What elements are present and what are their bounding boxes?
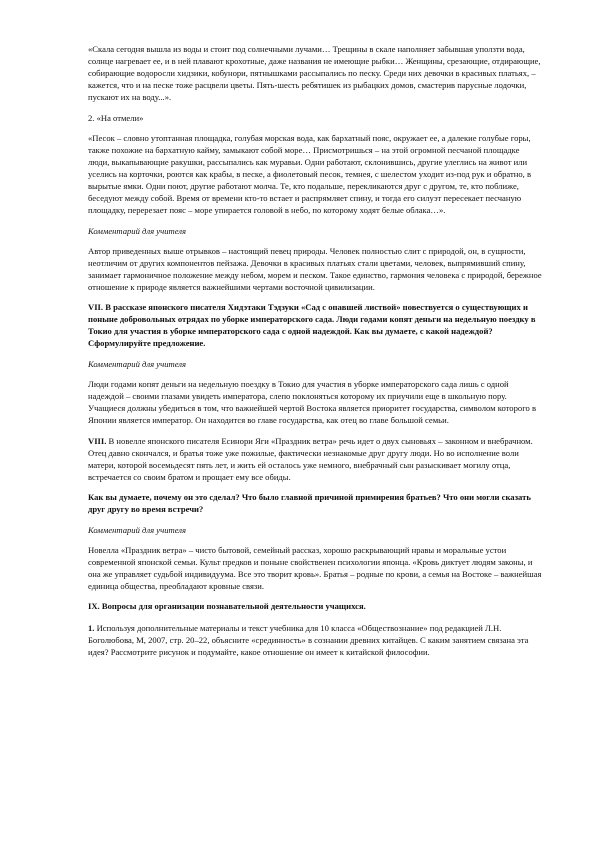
teacher-comment-label: Комментарий для учителя <box>88 225 187 236</box>
question-1-paragraph <box>88 622 542 658</box>
question-1-text: Используя дополнительные материалы и текст учебника для 10 класса «Обществознание» под редакцией Л.Н. Боголюбова, М, 2007, стр. 20–22, объясните «срединность» в сознании древних китайцев. С каким занятием связана эта идея? Рассмотрите рисунок и подумайте, какое отношение он имеет к китайской философии. <box>88 623 529 658</box>
comment-paragraph-emperor: Люди годами копят деньги на недельную поездку в Токио для участия в уборке императорского сада лишь с одной надеждой – своими глазами увидеть императора, слепо поклоняться которому их приучили еще в школьную пору. Учащиеся должны убедиться в том, что важнейшей чертой Востока является приоритет государства, символом которого в Японии является император. Он находится во главе государства, как отец во главе большой семьи. <box>88 379 537 426</box>
comment-paragraph-family: Новелла «Праздник ветра» – чисто бытовой, семейный рассказ, хорошо раскрывающий нравы и моральные устои современной японской семьи. Культ предков и поныне свойственен психологии японца. «Кровь диктует людям законы, и она же управляет судьбой индивидуума. Все это творит кровь». Братья – родные по крови, а семья на Востоке – важнейшая единица общества, преобладают кровные связи. <box>88 544 542 591</box>
task-viii-number: VIII. <box>88 435 107 446</box>
task-viii-text: В новелле японского писателя Есинори Яги «Праздник ветра» речь идет о двух сыновьях – законном и внебрачном. Отец давно скончался, и братья тоже уже пожилые, фактически незнакомые друг другу люди. Но во исполнение воли матери, которой восемьдесят пять лет, и жить ей осталось уже немного, внебрачный сын разыскивает могилу отца, встречается со своим братом и прощает ему все обиды. <box>88 435 533 482</box>
task-viii-paragraph <box>88 435 542 483</box>
quote-sand-paragraph: «Песок – словно утоптанная площадка, голубая морская вода, как бархатный пояс, окружает ее, а далекие голубые горы, также похожие на бархатную кайму, замыкают собой море… Присмотришься – на этой огромной песчаной площадке люди, выкапывающие ракушки, рассыпались как муравьи. Одни работают, склонившись, другие улеглись на живот или уселись на корточки, роются как крабы, в песке, а фиолетовый песок, темнея, с шелестом уходит из-под рук и обратно, в вырытые ямки. Одни поют, другие работают молча. Те, кто подальше, перекликаются друг с другом, те, кто поближе, беседуют между собой. Время от времени кто-то встает и распрямляет спину, и тогда его силуэт пересекает песчаную площадку, перерезает пояс – море упирается головой в небо, по которому ходят белые облака…». <box>88 132 532 216</box>
comment-paragraph-nature: Автор приведенных выше отрывков – настоящий певец природы. Человек полностью слит с природой, он, в сущности, неотличим от других компонентов пейзажа. Девочки в красивых платьях стали цветами, человек, выпрямивший спину, занимает гармоничное положение между небом, морем и песком. Такое единство, гармония человека с природой, бережное отношение к природе является важнейшими чертами восточной цивилизации. <box>88 245 542 292</box>
task-viii-question: Как вы думаете, почему он это сделал? Что было главной причиной примирения братьев? Что они могли сказать друг другу во время встречи? <box>88 492 531 515</box>
task-vii-paragraph: VII. В рассказе японского писателя Хидэтаки Тэдзуки «Сад с опавшей листвой» повествуется о существующих и поныне добровольных отрядах по уборке императорского сада. Люди годами копят деньги на недельную поездку в Токио для участия в уборке императорского сада с одной надеждой. Как вы думаете, с какой надеждой? Сформулируйте предложение. <box>88 302 536 349</box>
question-1-number: 1. <box>88 623 95 634</box>
quote-rock-paragraph: «Скала сегодня вышла из воды и стоит под солнечными лучами… Трещины в скале наполняет забывшая уползти вода, солнце нагревает ее, и в ней плавают крохотные, даже названия не имеющие рыбки… Женщины, срезающие, отдирающие, собирающие водоросли хидзики, кобунори, пятнышками рассыпались по песку. Среди них девочки в красивых платьях, – кажется, что и на песке тоже расцвели цветы. Пять-шесть ребятишек из рыбацких домов, смастерив парусные лодочки, пускают их на воду...». <box>88 44 541 103</box>
section-ix-heading: IX. Вопросы для организации познавательной деятельности учащихся. <box>88 601 366 612</box>
section-heading-on-shoal: 2. «На отмели» <box>88 112 144 123</box>
teacher-comment-label: Комментарий для учителя <box>88 524 187 535</box>
teacher-comment-label: Комментарий для учителя <box>88 358 187 369</box>
